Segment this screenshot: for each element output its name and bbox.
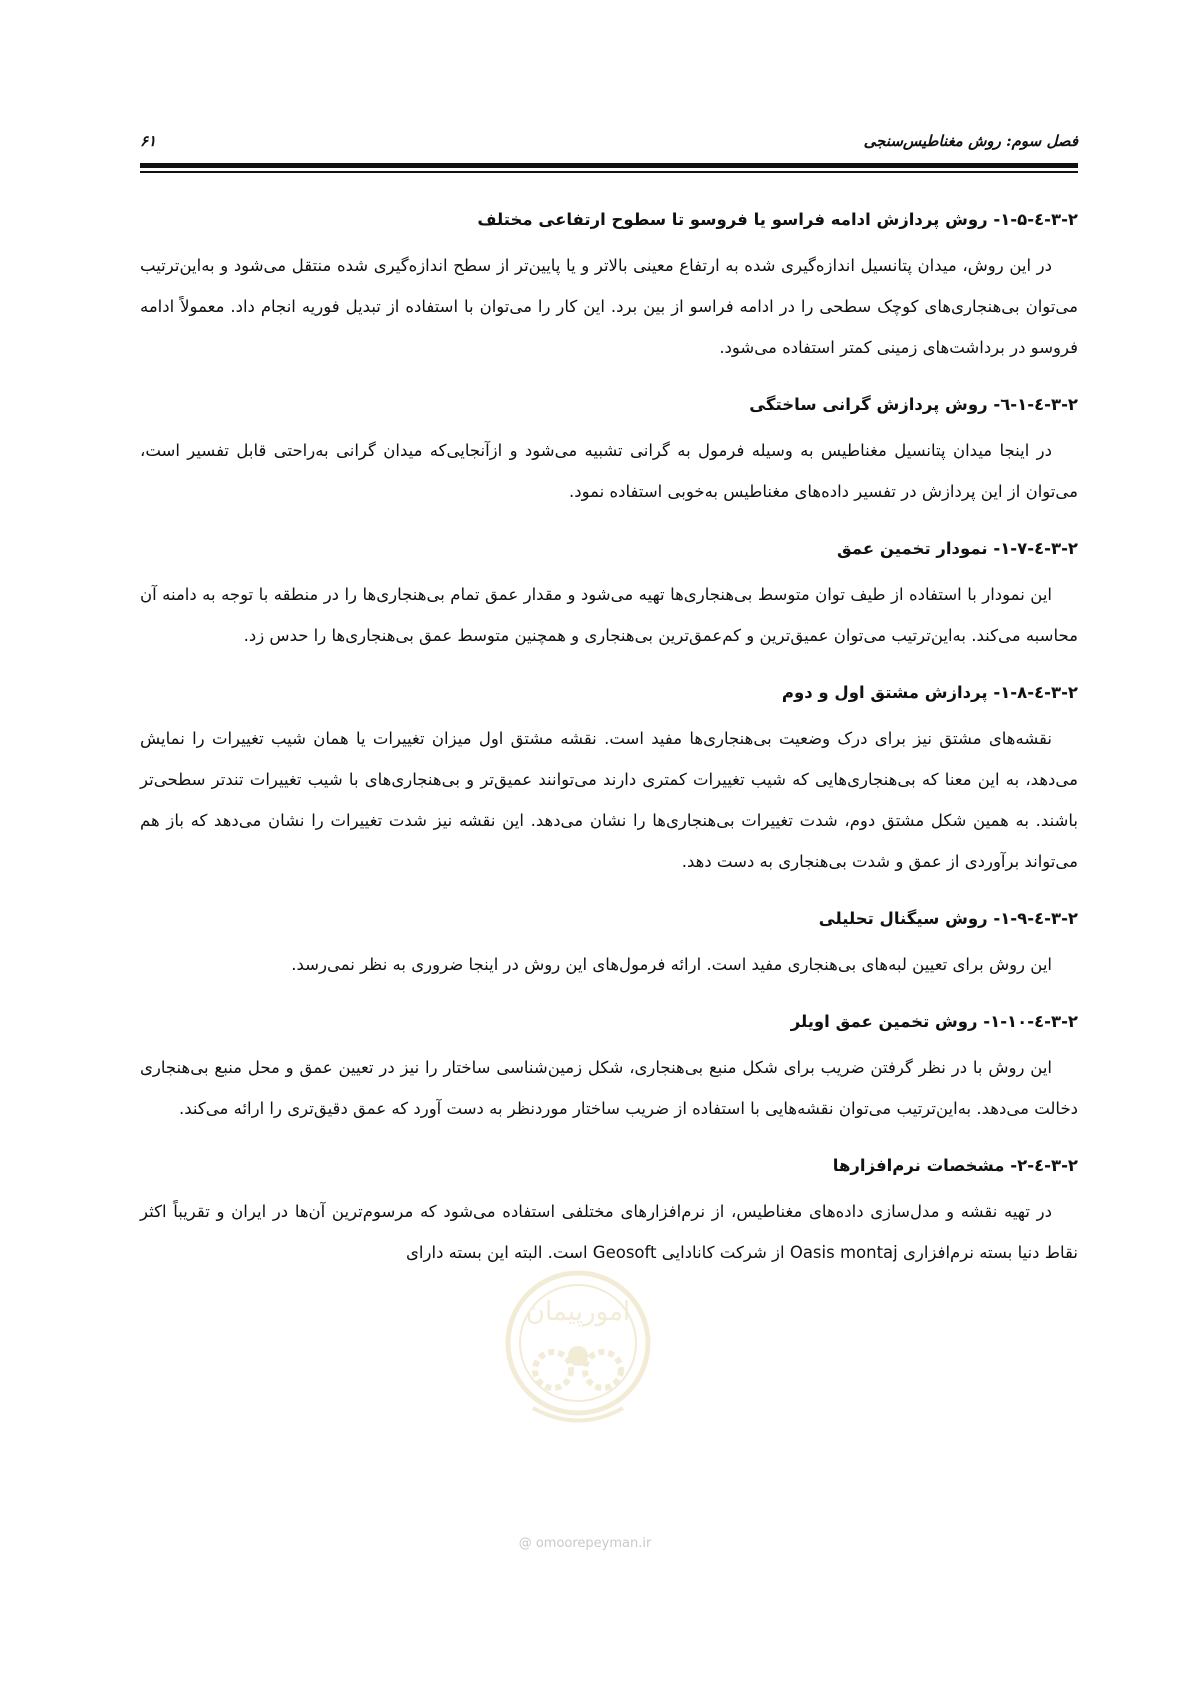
header-rule-thick [140, 163, 1078, 168]
section-heading: ۳-۲-٤-۲- مشخصات نرم‌افزارها [832, 1156, 1078, 1175]
section-pseudo-gravity [140, 390, 1078, 512]
watermark-url-text: omoorepeyman.ir [535, 1536, 652, 1551]
section-paragraph: در اینجا میدان پتانسیل مغناطیس به وسیله فرمول به گرانی تشبیه می‌شود و ازآنجایی‌که میدان گرانی به‌راحتی قابل تفسیر است، می‌توان از این پردازش در تفسیر داده‌های مغناطیس به‌خوبی استفاده نمود. [140, 441, 1078, 501]
section-analytic-signal [140, 904, 1078, 985]
section-paragraph: در این روش، میدان پتانسیل اندازه‌گیری شده به ارتفاع معینی بالاتر و یا پایین‌تر از سطح اندازه‌گیری شده منتقل می‌شود و به‌این‌ترتیب می‌توان بی‌هنجاری‌های کوچک سطحی را در ادامه فراسو از بین برد. این کار را می‌توان با استفاده از تبدیل فوریه انجام داد. معمولاً ادامه فروسو در برداشت‌های زمینی کمتر استفاده می‌شود. [140, 256, 1078, 357]
watermark-logo-text: امورپیمان [525, 1297, 631, 1327]
header-rule-thin [140, 171, 1078, 173]
chapter-title: فصل سوم: روش مغناطیس‌سنجی [863, 132, 1078, 150]
section-heading: ۳-۲-٤-۱-۸- پردازش مشتق اول و دوم [781, 683, 1078, 702]
page-header [140, 126, 1078, 166]
section-paragraph: این روش با در نظر گرفتن ضریب برای شکل منبع بی‌هنجاری، شکل زمین‌شناسی ساختار را نیز در تعیین عمق و محل منبع بی‌هنجاری دخالت می‌دهد. به‌این‌ترتیب می‌توان نقشه‌هایی با استفاده از ضریب ساختار موردنظر به دست آورد که عمق دقیق‌تری را ارائه می‌کند. [140, 1058, 1078, 1118]
section-paragraph: در تهیه نقشه و مدل‌سازی داده‌های مغناطیس، از نرم‌افزارهای مختلفی استفاده می‌شود که مرسوم‌ترین آن‌ها در ایران و تقریباً اکثر نقاط دنیا بسته نرم‌افزاری Oasis montaj از شرکت کانادایی Geosoft است. البته این بسته دارای [140, 1202, 1078, 1262]
section-euler-depth [140, 1007, 1078, 1129]
section-heading: ۳-۲-٤-۱-۵- روش پردازش ادامه فراسو یا فروسو تا سطوح ارتفاعی مختلف [477, 210, 1078, 229]
section-depth-estimation-chart [140, 534, 1078, 656]
section-paragraph: این روش برای تعیین لبه‌های بی‌هنجاری مفید است. ارائه فرمول‌های این روش در اینجا ضروری به نظر نمی‌رسد. [291, 955, 1052, 974]
section-heading: ۳-۲-٤-۱-۱۰- روش تخمین عمق اویلر [790, 1012, 1078, 1031]
page-number: ۶۱ [140, 132, 157, 150]
section-first-second-derivative [140, 678, 1078, 882]
section-paragraph: این نمودار با استفاده از طیف توان متوسط بی‌هنجاری‌ها تهیه می‌شود و مقدار عمق تمام بی‌هنجاری‌ها را در منطقه با توجه به دامنه آن محاسبه می‌کند. به‌این‌ترتیب می‌توان عمیق‌ترین و کم‌عمق‌ترین بی‌هنجاری و همچنین متوسط عمق بی‌هنجاری‌ها را حدس زد. [140, 585, 1078, 645]
section-paragraph: نقشه‌های مشتق نیز برای درک وضعیت بی‌هنجاری‌ها مفید است. نقشه مشتق اول میزان تغییرات یا همان شیب تغییرات را نمایش می‌دهد، به این معنا که بی‌هنجاری‌هایی که شیب تغییرات کمتری دارند می‌توانند عمیق‌تر و بی‌هنجاری‌های با شیب تغییرات تندتر سطحی‌تر باشند. به همین شکل مشتق دوم، شدت تغییرات بی‌هنجاری‌ها را نشان می‌دهد. این نقشه نیز شدت تغییرات را نشان می‌دهد که باز هم می‌تواند برآوردی از عمق و شدت بی‌هنجاری به دست دهد. [140, 729, 1078, 871]
section-heading: ۳-۲-٤-۱-٦- روش پردازش گرانی ساختگی [749, 395, 1078, 414]
section-heading: ۳-۲-٤-۱-۷- نمودار تخمین عمق [836, 539, 1078, 558]
section-software-specs [140, 1151, 1078, 1273]
section-heading: ۳-۲-٤-۱-۹- روش سیگنال تحلیلی [818, 909, 1078, 928]
section-upward-downward-continuation [140, 205, 1078, 368]
page-content [140, 205, 1078, 1295]
watermark-url: @ omoorepeyman.ir [518, 1536, 652, 1551]
